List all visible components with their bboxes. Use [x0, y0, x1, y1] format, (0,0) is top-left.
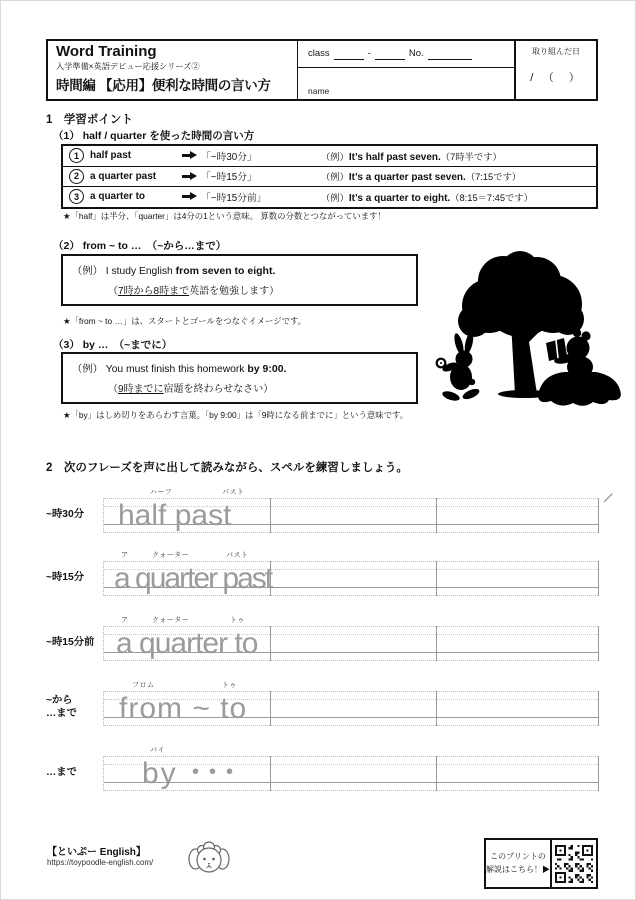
table-row: [63, 167, 596, 188]
class-dash: -: [367, 48, 371, 60]
writing-lines: [103, 747, 599, 791]
explanation-label: このプリントの 解説はこちら！▶: [486, 852, 550, 874]
arrow-right-icon: [182, 172, 197, 181]
point1-heading: （1） half / quarter を使った時間の言い方: [53, 130, 255, 142]
explanation-link-box: [484, 838, 598, 889]
furigana: クォーター: [152, 617, 190, 624]
worksheet-series-title: Word Training: [56, 43, 157, 60]
furigana: トゥ: [230, 617, 245, 624]
table-row: [63, 187, 596, 207]
trace-word: a quarter to: [116, 627, 258, 660]
toy-poodle-icon: [187, 839, 231, 882]
date-cell: [516, 41, 596, 99]
number-label: No.: [408, 48, 424, 60]
cell-divider: [436, 691, 437, 726]
example-text: （例）It’s a quarter to eight.（8:15＝7:45です）: [321, 192, 533, 204]
class-blank-field2: [375, 48, 405, 60]
cell-divider: [436, 756, 437, 791]
worksheet-series-subtitle: 入学準備×英語デビュー応援シリーズ②: [56, 61, 200, 71]
point3-example-box: [61, 352, 418, 404]
row-label: ~時15分: [46, 572, 85, 583]
cell-divider: [270, 498, 271, 533]
phrase-text: a quarter to: [90, 191, 146, 203]
name-row: [298, 68, 514, 99]
example-text: （例）It’s half past seven.（7時半です）: [321, 151, 502, 163]
meaning-text: 「~時30分」: [201, 151, 257, 163]
furigana: パスト: [222, 489, 245, 496]
furigana: ア: [121, 617, 129, 624]
furigana: フロム: [132, 682, 155, 689]
writing-lines: [103, 617, 599, 661]
meaning-text: 「~時15分前」: [201, 192, 267, 204]
class-blank-field: [334, 48, 364, 60]
practice-row: [45, 552, 635, 597]
arrow-right-icon: [182, 192, 197, 201]
cell-divider: [436, 626, 437, 661]
cell-divider: [270, 691, 271, 726]
section2-heading: 2 次のフレーズを声に出して読みながら、スペルを練習しましょう。: [46, 462, 408, 474]
point1-table: [61, 144, 598, 209]
furigana: トゥ: [222, 682, 237, 689]
class-number-row: [298, 41, 514, 68]
circled-number: 3: [69, 189, 84, 204]
writing-lines: [103, 489, 599, 533]
example-sentence: （例） I study English from seven to eight.: [72, 265, 276, 277]
header-title-cell: [48, 41, 298, 99]
cell-divider: [270, 626, 271, 661]
practice-row: [45, 617, 635, 662]
example-translation: （9時までに宿題を終わらせなさい）: [108, 384, 274, 395]
qr-code: [550, 840, 596, 887]
point2-heading: （2） from ~ to … （~から…まで）: [53, 240, 227, 252]
cell-divider: [436, 498, 437, 533]
furigana: クォーター: [152, 552, 190, 559]
class-label: class: [308, 48, 330, 60]
writing-lines: [103, 682, 599, 726]
row-label: ~から …まで: [46, 695, 77, 719]
cell-divider: [436, 561, 437, 596]
point2-note: ★「from ~ to …」は、スタートとゴールをつなぐイメージです。: [63, 316, 307, 326]
trace-word: half past: [118, 499, 232, 532]
table-row: [63, 146, 596, 167]
point3-heading: （3） by … （~までに）: [53, 339, 173, 351]
furigana: バイ: [150, 747, 165, 754]
header-student-cell: [298, 41, 516, 99]
furigana: ハーフ: [150, 489, 173, 496]
trace-word: from ~ to: [119, 692, 248, 725]
practice-row: [45, 747, 635, 792]
example-sentence: （例） You must finish this homework by 9:00.: [72, 363, 287, 375]
writing-lines: [103, 552, 599, 596]
header-box: [46, 39, 598, 101]
circled-number: 1: [69, 148, 84, 163]
point2-example-box: [61, 254, 418, 306]
tree-rabbit-girl-illustration: [425, 244, 627, 412]
point3-note: ★「by」はしめ切りをあらわす言葉。「by 9:00」は「9時になる前までに」という意味です。: [63, 410, 409, 420]
brand-name: 【といぷー English】: [47, 847, 146, 858]
date-blank: / （ ）: [530, 72, 582, 84]
phrase-text: half past: [90, 150, 132, 162]
furigana: パスト: [226, 552, 249, 559]
circled-number: 2: [69, 169, 84, 184]
row-label: …まで: [46, 767, 77, 778]
row-label: ~時15分前: [46, 637, 95, 648]
trace-word: by ･･･: [142, 757, 240, 790]
website-url: https://toypoodle-english.com/: [47, 858, 154, 867]
arrow-right-icon: [182, 151, 197, 160]
row-label: ~時30分: [46, 509, 85, 520]
name-label: name: [308, 86, 330, 96]
practice-row: [45, 489, 635, 534]
furigana: ア: [121, 552, 129, 559]
section1-heading: 1 学習ポイント: [46, 114, 133, 126]
page-title: 時間編 【応用】便利な時間の言い方: [56, 77, 271, 93]
phrase-text: a quarter past: [90, 170, 157, 182]
practice-row: [45, 682, 635, 727]
point1-note: ★「half」は半分、「quarter」は4分の1という意味。 算数の分数とつながっています！: [63, 211, 386, 221]
cell-divider: [270, 756, 271, 791]
date-label: 取り組んだ日: [532, 47, 580, 56]
number-blank-field: [428, 48, 472, 60]
example-text: （例）It’s a quarter past seven.（7:15です）: [321, 172, 522, 184]
trace-word: a quarter past: [114, 562, 272, 595]
meaning-text: 「~時15分」: [201, 172, 257, 184]
example-translation: （7時から8時まで英語を勉強します）: [108, 286, 280, 297]
